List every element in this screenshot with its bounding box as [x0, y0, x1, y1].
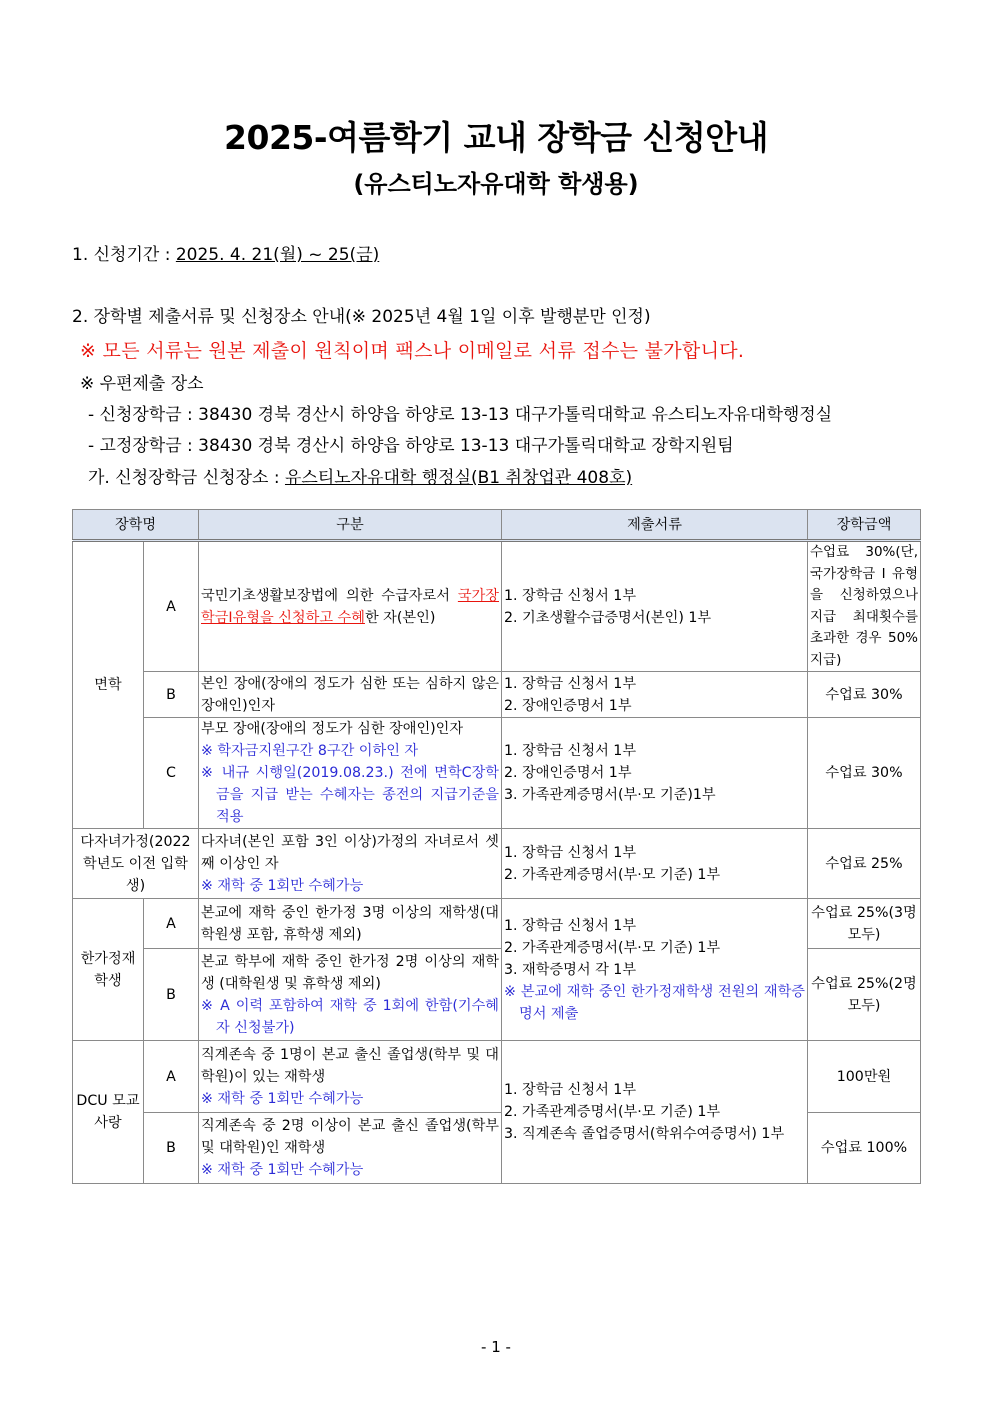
application-period: [72, 240, 379, 265]
exemption-a-desc: [199, 541, 502, 672]
exemption-b-docs: [502, 672, 808, 718]
family-b-note: ※ A 이력 포함하여 재학 중 1회에 한함(기수혜자 신청불가): [201, 997, 499, 1036]
family-docs-note: ※ 본교에 재학 중인 한가정재학생 전원의 재학증명서 제출: [504, 983, 805, 1022]
page-subtitle: (유스티노자유대학 학생용): [353, 170, 639, 198]
doc-item: 2. 가족관계증명서(부·모 기준) 1부: [504, 1104, 721, 1120]
multichild-docs: [502, 829, 808, 899]
application-place-label: 가. 신청장학금 신청장소 :: [88, 468, 285, 488]
doc-item: 1. 장학금 신청서 1부: [504, 1082, 637, 1098]
application-place-value: 유스티노자유대학 행정실(B1 취창업관 408호): [284, 468, 633, 488]
dcu-a-amount: 100만원: [808, 1041, 921, 1113]
doc-item: 3. 재학증명서 각 1부: [504, 961, 637, 978]
doc-item: 2. 가족관계증명서(부·모 기준) 1부: [504, 939, 721, 956]
application-place: [88, 463, 632, 488]
dcu-b-desc-cell: [199, 1113, 502, 1184]
dcu-b-amount: 수업료 100%: [808, 1113, 921, 1184]
multichild-name: 다자녀가정(2022학년도 이전 입학생): [73, 829, 199, 899]
family-a-code: A: [144, 899, 199, 949]
doc-item: 3. 직계존속 졸업증명서(학위수여증명서) 1부: [504, 1126, 785, 1142]
table-row: [73, 718, 921, 829]
documents-section-heading: 2. 장학별 제출서류 및 신청장소 안내(※ 2025년 4월 1일 이후 발행분만 인정): [72, 307, 651, 327]
exemption-a-docs: [502, 541, 808, 672]
table-row: [73, 672, 921, 718]
multichild-desc-cell: [199, 829, 502, 899]
exemption-a-desc-pre: 국민기초생활보장법에 의한 수급자로서: [201, 587, 458, 604]
dcu-a-desc-cell: [199, 1041, 502, 1113]
family-name: 한가정재학생: [73, 899, 144, 1041]
family-a-desc: 본교에 재학 중인 한가정 3명 이상의 재학생(대학원생 포함, 휴학생 제외): [199, 899, 502, 949]
table-row: [73, 1041, 921, 1113]
dcu-docs: [502, 1041, 808, 1184]
original-documents-warning: ※ 모든 서류는 원본 제출이 원칙이며 팩스나 이메일로 서류 접수는 불가합니다.: [80, 340, 745, 362]
multichild-amount: 수업료 25%: [808, 829, 921, 899]
header-category: 구분: [199, 510, 502, 541]
dcu-b-desc: 직계존속 중 2명 이상이 본교 출신 졸업생(학부 및 대학원)인 재학생: [201, 1118, 499, 1156]
dcu-a-desc: 직계존속 중 1명이 본교 출신 졸업생(학부 및 대학원)이 있는 재학생: [201, 1046, 499, 1085]
exemption-a-amount: 수업료 30%(단,국가장학금Ⅰ유형을 신청하였으나 지급 최대횟수를 초과한 경우 50%지급): [808, 541, 921, 672]
exemption-c-code: C: [144, 718, 199, 829]
table-row: [73, 899, 921, 949]
table-row: [73, 541, 921, 672]
family-b-desc: 본교 학부에 재학 중인 한가정 2명 이상의 재학생 (대학원생 및 휴학생 제외): [201, 953, 499, 992]
exemption-c-amount: 수업료 30%: [808, 718, 921, 829]
doc-item: 3. 가족관계증명서(부·모 기준)1부: [504, 787, 716, 803]
doc-item: 2. 장애인증명서 1부: [504, 765, 632, 781]
multichild-desc: 다자녀(본인 포함 3인 이상)가정의 자녀로서 셋째 이상인 자: [201, 833, 499, 872]
page-title: 2025-여름학기 교내 장학금 신청안내: [224, 118, 768, 157]
exemption-b-code: B: [144, 672, 199, 718]
family-docs: [502, 899, 808, 1041]
dcu-a-note: ※ 재학 중 1회만 수혜가능: [201, 1090, 364, 1107]
doc-item: 1. 장학금 신청서 1부: [504, 917, 637, 934]
doc-item: 1. 장학금 신청서 1부: [504, 675, 637, 692]
exemption-a-desc-red: 국가장학금Ⅰ유형을 신청하고 수혜: [201, 587, 499, 626]
page-number: - 1 -: [481, 1338, 511, 1356]
header-amount: 장학금액: [808, 510, 921, 541]
application-period-label: 1. 신청기간 :: [72, 245, 176, 265]
exemption-c-note2: ※ 내규 시행일(2019.08.23.) 전에 면학C장학금을 지급 받는 수혜자는 종전의 지급기준을 적용: [201, 765, 499, 825]
doc-item: 1. 장학금 신청서 1부: [504, 587, 637, 604]
doc-item: 2. 장애인증명서 1부: [504, 697, 632, 714]
exemption-c-note1: ※ 학자금지원구간 8구간 이하인 자: [201, 743, 419, 759]
mail-submission-heading: ※ 우편제출 장소: [80, 374, 204, 394]
dcu-name: DCU 모교 사랑: [73, 1041, 144, 1184]
dcu-a-code: A: [144, 1041, 199, 1113]
scholarship-table: [72, 509, 921, 1184]
family-b-code: B: [144, 949, 199, 1041]
exemption-b-amount: 수업료 30%: [808, 672, 921, 718]
exemption-name: 면학: [73, 541, 144, 829]
mail-address-fixed-scholarship: - 고정장학금 : 38430 경북 경산시 하양읍 하양로 13-13 대구가톨릭대학교 장학지원팀: [88, 436, 734, 456]
doc-item: 2. 가족관계증명서(부·모 기준) 1부: [504, 866, 721, 883]
table-row: [73, 829, 921, 899]
family-b-desc-cell: [199, 949, 502, 1041]
family-a-amount: 수업료 25%(3명 모두): [808, 899, 921, 949]
exemption-a-desc-post: 한 자(본인): [364, 609, 436, 626]
exemption-b-desc: 본인 장애(장애의 정도가 심한 또는 심하지 않은 장애인)인자: [199, 672, 502, 718]
exemption-c-docs: [502, 718, 808, 829]
exemption-c-desc-cell: [199, 718, 502, 829]
multichild-note: ※ 재학 중 1회만 수혜가능: [201, 877, 364, 894]
application-period-value: 2025. 4. 21(월) ~ 25(금): [175, 245, 380, 265]
doc-item: 1. 장학금 신청서 1부: [504, 743, 637, 759]
dcu-b-code: B: [144, 1113, 199, 1184]
exemption-a-code: A: [144, 541, 199, 672]
doc-item: 2. 기초생활수급증명서(본인) 1부: [504, 609, 712, 626]
family-b-amount: 수업료 25%(2명 모두): [808, 949, 921, 1041]
mail-address-applied-scholarship: - 신청장학금 : 38430 경북 경산시 하양읍 하양로 13-13 대구가톨릭대학교 유스티노자유대학행정실: [88, 405, 833, 425]
table-header-row: [73, 510, 921, 541]
header-scholarship-name: 장학명: [73, 510, 199, 541]
dcu-b-note: ※ 재학 중 1회만 수혜가능: [201, 1162, 364, 1178]
header-documents: 제출서류: [502, 510, 808, 541]
exemption-c-desc: 부모 장애(장애의 정도가 심한 장애인)인자: [201, 721, 464, 737]
doc-item: 1. 장학금 신청서 1부: [504, 844, 637, 861]
